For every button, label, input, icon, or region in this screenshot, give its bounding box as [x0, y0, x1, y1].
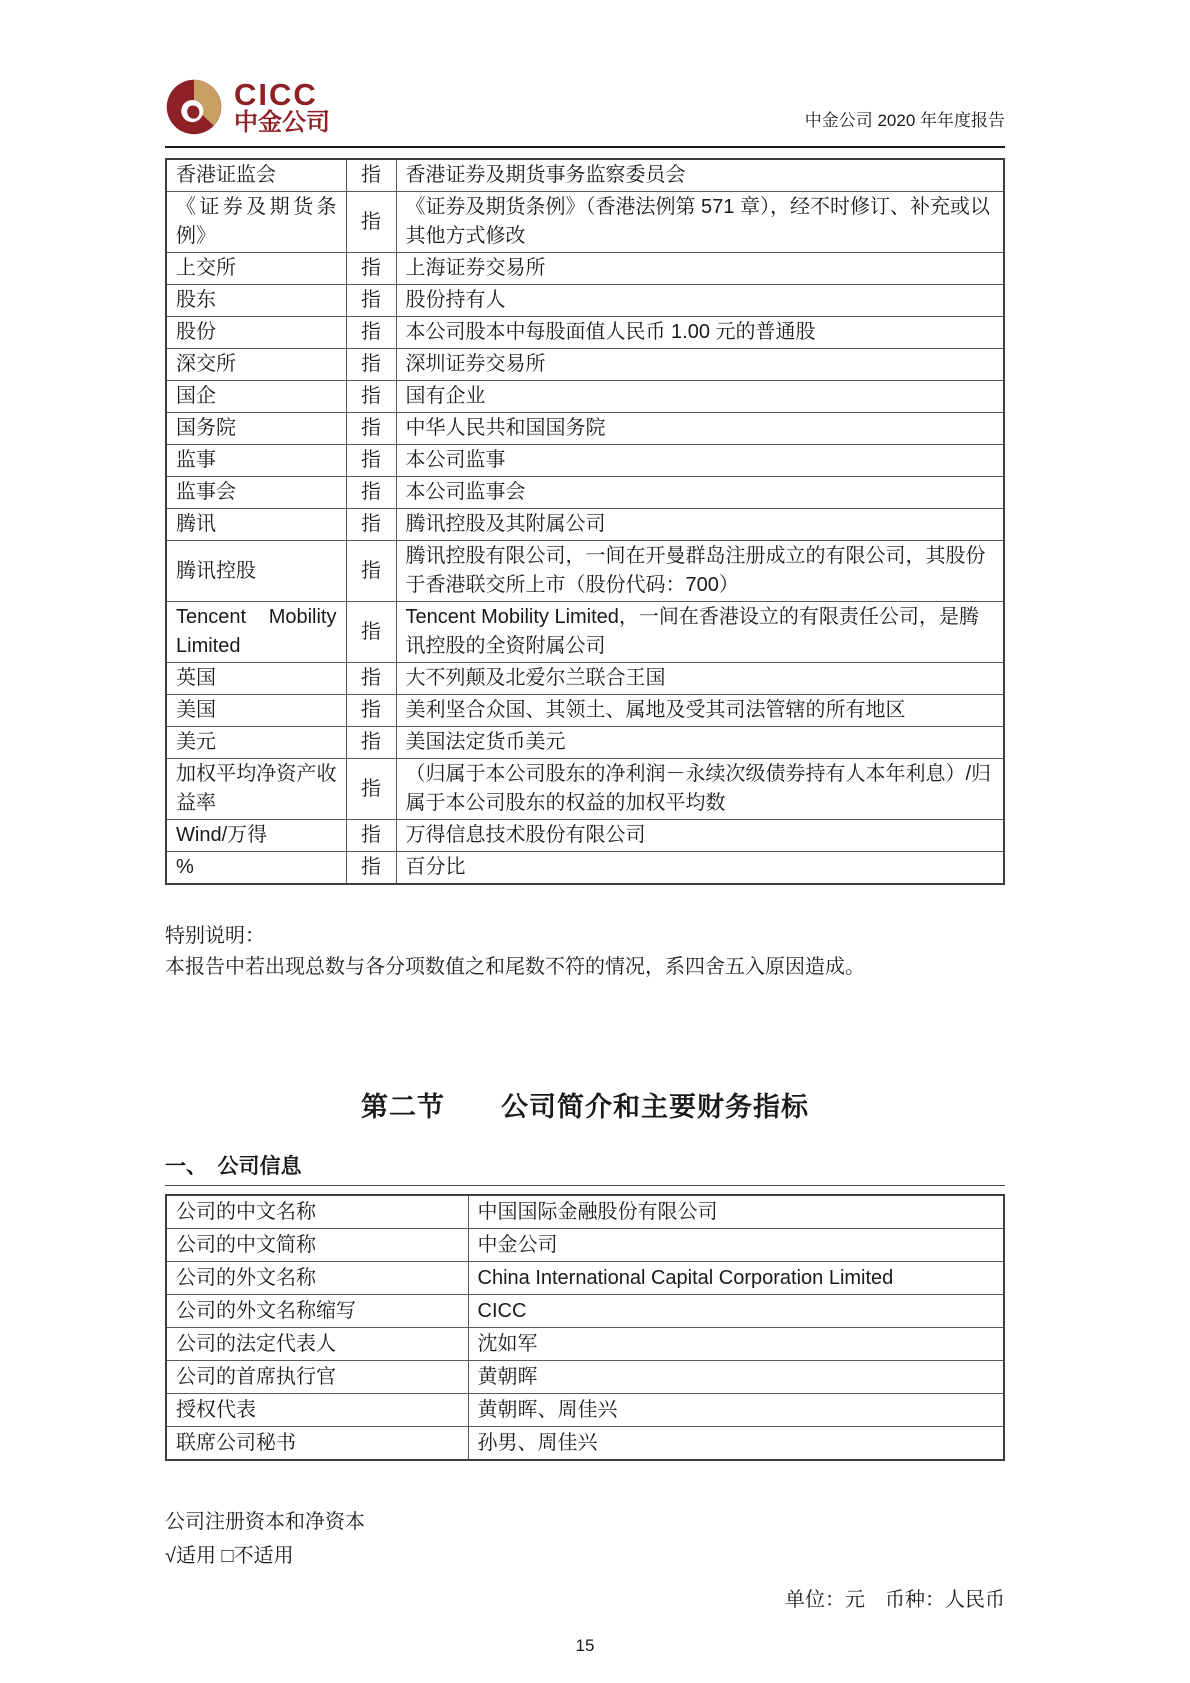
- definition-row: [166, 820, 1004, 852]
- label-cell: 授权代表: [166, 1394, 468, 1427]
- connector-cell: 指: [346, 602, 396, 663]
- definition-row: [166, 759, 1004, 820]
- connector-cell: 指: [346, 445, 396, 477]
- value-cell: 孙男、周佳兴: [468, 1427, 1004, 1461]
- definition-cell: 美国法定货币美元: [396, 727, 1004, 759]
- value-cell: 黄朝晖: [468, 1361, 1004, 1394]
- section-title: 第二节 公司简介和主要财务指标: [361, 1092, 809, 1122]
- definition-row: [166, 349, 1004, 381]
- cicc-logo-text: [234, 76, 330, 136]
- term-cell: 上交所: [166, 253, 346, 285]
- definition-cell: 本公司股本中每股面值人民币 1.00 元的普通股: [396, 317, 1004, 349]
- definition-cell: 万得信息技术股份有限公司: [396, 820, 1004, 852]
- term-cell: 深交所: [166, 349, 346, 381]
- definition-row: [166, 663, 1004, 695]
- definitions-table: [165, 158, 1005, 885]
- connector-cell: 指: [346, 541, 396, 602]
- definition-cell: 香港证券及期货事务监察委员会: [396, 159, 1004, 192]
- connector-cell: 指: [346, 852, 396, 885]
- header-rule: [165, 146, 1005, 148]
- definition-cell: 中华人民共和国国务院: [396, 413, 1004, 445]
- company-info-row: [166, 1361, 1004, 1394]
- term-cell: Tencent Mobility Limited: [166, 602, 346, 663]
- special-note-title: 特别说明：: [165, 925, 265, 947]
- company-info-row: [166, 1262, 1004, 1295]
- logo-cicc-text: CICC: [234, 76, 318, 112]
- company-info-table: [165, 1194, 1005, 1461]
- connector-cell: 指: [346, 159, 396, 192]
- definition-cell: 股份持有人: [396, 285, 1004, 317]
- value-cell: 沈如军: [468, 1328, 1004, 1361]
- term-cell: 《证券及期货条例》: [166, 192, 346, 253]
- special-note: [165, 921, 1005, 983]
- connector-cell: 指: [346, 192, 396, 253]
- definition-cell: （归属于本公司股东的净利润－永续次级债券持有人本年利息）/归属于本公司股东的权益的加权平均数: [396, 759, 1004, 820]
- definition-row: [166, 727, 1004, 759]
- definition-cell: 国有企业: [396, 381, 1004, 413]
- term-cell: 监事: [166, 445, 346, 477]
- connector-cell: 指: [346, 285, 396, 317]
- value-cell: China International Capital Corporation Limited: [468, 1262, 1004, 1295]
- definition-row: [166, 317, 1004, 349]
- term-cell: 国务院: [166, 413, 346, 445]
- logo-chinese-text: 中金公司: [234, 108, 330, 136]
- definition-cell: 腾讯控股及其附属公司: [396, 509, 1004, 541]
- definition-row: [166, 509, 1004, 541]
- term-cell: Wind/万得: [166, 820, 346, 852]
- label-cell: 公司的外文名称缩写: [166, 1295, 468, 1328]
- definition-row: [166, 192, 1004, 253]
- connector-cell: 指: [346, 413, 396, 445]
- label-cell: 公司的外文名称: [166, 1262, 468, 1295]
- term-cell: 加权平均净资产收益率: [166, 759, 346, 820]
- term-cell: 股东: [166, 285, 346, 317]
- definition-cell: 本公司监事会: [396, 477, 1004, 509]
- definition-row: [166, 413, 1004, 445]
- company-info-row: [166, 1229, 1004, 1262]
- definition-cell: 《证券及期货条例》（香港法例第 571 章），经不时修订、补充或以其他方式修改: [396, 192, 1004, 253]
- definition-row: [166, 445, 1004, 477]
- label-cell: 公司的中文名称: [166, 1195, 468, 1229]
- company-info-heading: 一、 公司信息: [165, 1150, 1005, 1186]
- connector-cell: 指: [346, 509, 396, 541]
- company-info-row: [166, 1295, 1004, 1328]
- special-note-body: 本报告中若出现总数与各分项数值之和尾数不符的情况，系四舍五入原因造成。: [165, 956, 865, 978]
- definition-cell: 大不列颠及北爱尔兰联合王国: [396, 663, 1004, 695]
- value-cell: 中金公司: [468, 1229, 1004, 1262]
- unit-note: 单位：元 币种：人民币: [785, 1589, 1005, 1611]
- definition-row: [166, 381, 1004, 413]
- term-cell: 腾讯: [166, 509, 346, 541]
- cicc-logo: [165, 78, 330, 136]
- connector-cell: 指: [346, 253, 396, 285]
- value-cell: CICC: [468, 1295, 1004, 1328]
- definition-row: [166, 477, 1004, 509]
- connector-cell: 指: [346, 695, 396, 727]
- definition-cell: 美利坚合众国、其领土、属地及受其司法管辖的所有地区: [396, 695, 1004, 727]
- definition-row: [166, 285, 1004, 317]
- term-cell: 美国: [166, 695, 346, 727]
- term-cell: 股份: [166, 317, 346, 349]
- definition-row: [166, 541, 1004, 602]
- company-info-table-body: [166, 1195, 1004, 1460]
- label-cell: 联席公司秘书: [166, 1427, 468, 1461]
- term-cell: 腾讯控股: [166, 541, 346, 602]
- applicability-note: √适用 □不适用: [165, 1545, 294, 1567]
- company-info-row: [166, 1427, 1004, 1461]
- definition-cell: Tencent Mobility Limited，一间在香港设立的有限责任公司，是腾讯控股的全资附属公司: [396, 602, 1004, 663]
- term-cell: 香港证监会: [166, 159, 346, 192]
- definition-row: [166, 695, 1004, 727]
- label-cell: 公司的首席执行官: [166, 1361, 468, 1394]
- term-cell: 英国: [166, 663, 346, 695]
- term-cell: %: [166, 852, 346, 885]
- company-info-row: [166, 1394, 1004, 1427]
- label-cell: 公司的法定代表人: [166, 1328, 468, 1361]
- cicc-logo-mark-icon: [165, 78, 223, 136]
- label-cell: 公司的中文简称: [166, 1229, 468, 1262]
- definition-row: [166, 602, 1004, 663]
- connector-cell: 指: [346, 477, 396, 509]
- company-info-row: [166, 1328, 1004, 1361]
- definitions-table-body: [166, 159, 1004, 884]
- term-cell: 监事会: [166, 477, 346, 509]
- value-cell: 黄朝晖、周佳兴: [468, 1394, 1004, 1427]
- definition-row: [166, 159, 1004, 192]
- report-title: 中金公司 2020 年年度报告: [804, 111, 1005, 130]
- definition-cell: 上海证券交易所: [396, 253, 1004, 285]
- connector-cell: 指: [346, 381, 396, 413]
- connector-cell: 指: [346, 727, 396, 759]
- definition-cell: 百分比: [396, 852, 1004, 885]
- definition-row: [166, 852, 1004, 885]
- definition-row: [166, 253, 1004, 285]
- value-cell: 中国国际金融股份有限公司: [468, 1195, 1004, 1229]
- capital-title: 公司注册资本和净资本: [165, 1511, 365, 1533]
- term-cell: 美元: [166, 727, 346, 759]
- definition-cell: 深圳证券交易所: [396, 349, 1004, 381]
- page-number: 15: [575, 1636, 595, 1655]
- connector-cell: 指: [346, 759, 396, 820]
- connector-cell: 指: [346, 349, 396, 381]
- connector-cell: 指: [346, 663, 396, 695]
- definition-cell: 本公司监事: [396, 445, 1004, 477]
- connector-cell: 指: [346, 820, 396, 852]
- term-cell: 国企: [166, 381, 346, 413]
- company-info-row: [166, 1195, 1004, 1229]
- page-header: [165, 78, 1005, 136]
- definition-cell: 腾讯控股有限公司，一间在开曼群岛注册成立的有限公司，其股份于香港联交所上市（股份代码：700）: [396, 541, 1004, 602]
- connector-cell: 指: [346, 317, 396, 349]
